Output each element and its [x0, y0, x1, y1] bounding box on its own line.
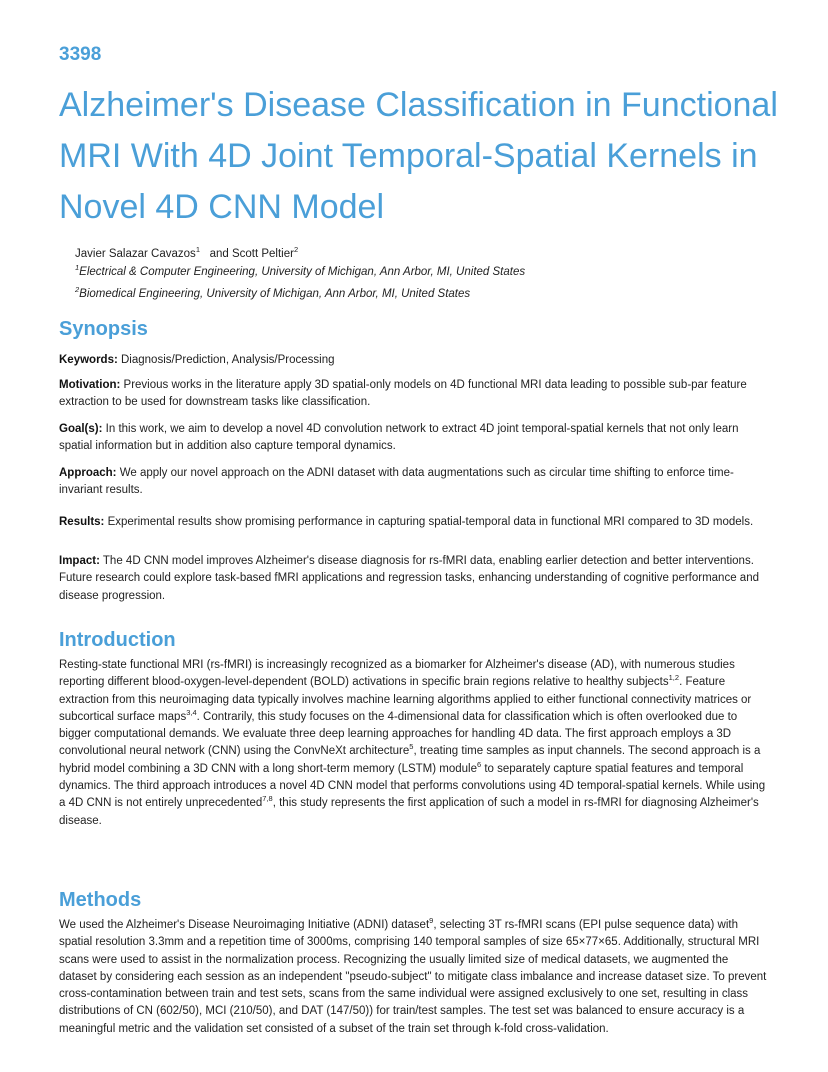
approach-text: We apply our novel approach on the ADNI dataset with data augmentations such as circular time shifting to enforce time-invariant results. — [59, 467, 734, 497]
results-label: Results: — [59, 516, 105, 528]
goals-text: In this work, we aim to develop a novel 4D convolution network to extract 4D joint temporal-spatial kernels that not only learn spatial information but in addition also capture temporal dynamics. — [59, 423, 739, 453]
methods-ref-1: 9 — [429, 916, 434, 926]
intro-text-5: to separately capture spatial features and temporal dynamics. The third approach introduces a novel 4D CNN model that performs convolutions using 4D temporal-spatial kernels. While using a 4D CNN is not entirely unprecedented — [59, 762, 766, 810]
impact-text: The 4D CNN model improves Alzheimer's disease diagnosis for rs-fMRI data, enabling earlier detection and better interventions. Future research could explore task-based fMRI applications and regression tasks, enhancing understanding of cognitive performance and disease progression. — [59, 555, 759, 602]
methods-paragraph — [59, 917, 769, 1038]
author-2-sup: 2 — [293, 245, 299, 255]
methods-heading: Methods — [59, 889, 142, 911]
affiliation-2-text: Biomedical Engineering, University of Michigan, Ann Arbor, MI, United States — [79, 288, 471, 300]
keywords-paragraph — [59, 352, 769, 369]
results-paragraph — [59, 514, 769, 531]
keywords-label: Keywords: — [59, 354, 118, 366]
introduction-heading: Introduction — [59, 629, 176, 651]
intro-text-2: . Feature extraction from this neuroimaging data typically involves machine learning algorithms applied to either functional connectivity matrices or subcortical surface maps — [59, 676, 752, 723]
methods-text-1: We used the Alzheimer's Disease Neuroimaging Initiative (ADNI) dataset — [59, 919, 430, 931]
affiliation-2-sup: 2 — [75, 285, 80, 295]
synopsis-heading: Synopsis — [59, 318, 148, 340]
affiliation-1-text: Electrical & Computer Engineering, University of Michigan, Ann Arbor, MI, United States — [79, 266, 526, 278]
approach-paragraph — [59, 465, 769, 500]
authors-line — [75, 245, 299, 260]
methods-text-2: , selecting 3T rs-fMRI scans (EPI pulse sequence data) with spatial resolution 3.3mm and a repetition time of 3000ms, comprising 140 temporal samples of size 65×77×65. Additionally, structural MRI scans were used to assist in the normalization process. Recognizing the usually limited size of medical datasets, we augmented the dataset by considering each session as an independent "pseudo-subject" to mitigate class imbalance and increase dataset size. To prevent cross-contamination between train and test sets, scans from the same individual were assigned exclusively to one set, resulting in class distributions of CN (602/50), MCI (210/50), and DAT (147/50)) for train/test samples. The test set was balanced to ensure accuracy is a meaningful metric and the validation set consisted of a subset of the train set through k-fold cross-validation. — [59, 919, 767, 1035]
motivation-text: Previous works in the literature apply 3D spatial-only models on 4D functional MRI data leading to possible sub-par feature extraction to be used for downstream tasks like classification. — [59, 379, 747, 409]
paper-title: Alzheimer's Disease Classification in Functional MRI With 4D Joint Temporal-Spatial Kernels in Novel 4D CNN Model — [59, 86, 778, 226]
intro-text-3: . Contrarily, this study focuses on the 4-dimensional data for classification which is often overlooked due to bigger computational demands. We evaluate three deep learning approaches for handling 4D data. The first approach employs a 3D convolutional neural network (CNN) using the ConvNeXt architecture — [59, 710, 738, 758]
impact-label: Impact: — [59, 555, 100, 567]
approach-label: Approach: — [59, 467, 117, 479]
intro-text-4: , treating time samples as input channels. The second approach is a hybrid model combining a 3D CNN with a long short-term memory (LSTM) module — [59, 745, 761, 775]
intro-ref-5: 7,8 — [262, 794, 273, 804]
intro-ref-3: 5 — [409, 742, 414, 752]
introduction-paragraph — [59, 657, 769, 830]
motivation-paragraph — [59, 377, 769, 412]
affiliation-2 — [75, 285, 471, 300]
author-1: Javier Salazar Cavazos — [75, 248, 196, 260]
goals-label: Goal(s): — [59, 423, 103, 435]
affiliation-1-sup: 1 — [75, 263, 80, 273]
goals-paragraph — [59, 421, 769, 456]
intro-text-6: , this study represents the first application of such a model in rs-fMRI for diagnosing Alzheimer's disease. — [59, 797, 759, 827]
author-2: and Scott Peltier — [209, 248, 294, 260]
motivation-label: Motivation: — [59, 379, 121, 391]
intro-ref-1: 1,2 — [668, 673, 680, 683]
intro-ref-2: 3,4 — [186, 708, 197, 718]
author-1-sup: 1 — [195, 245, 200, 255]
intro-ref-4: 6 — [476, 759, 482, 769]
affiliation-1 — [75, 263, 526, 278]
abstract-number: 3398 — [59, 44, 102, 65]
intro-text-1: Resting-state functional MRI (rs-fMRI) is increasingly recognized as a biomarker for Alzheimer's disease (AD), with numerous studies reporting different blood-oxygen-level-dependent (BOLD) activations in specific brain regions relative to healthy subjects — [59, 659, 735, 689]
impact-paragraph — [59, 553, 769, 605]
keywords-text: Diagnosis/Prediction, Analysis/Processing — [121, 354, 335, 366]
results-text: Experimental results show promising performance in capturing spatial-temporal data in functional MRI compared to 3D models. — [107, 516, 754, 528]
